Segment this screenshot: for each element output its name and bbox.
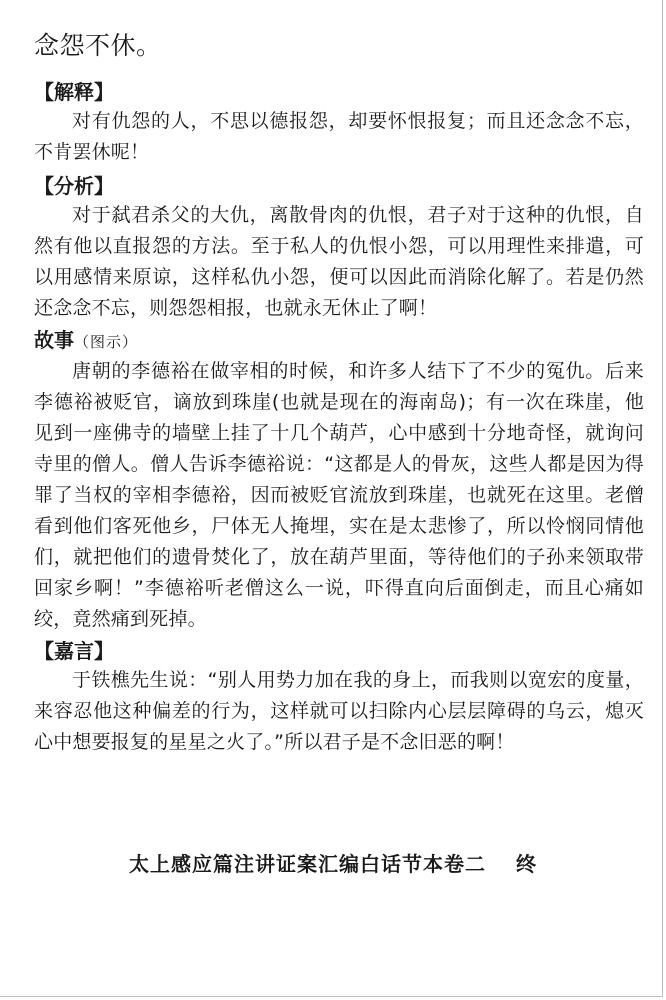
story-heading xyxy=(34,326,644,356)
maxim-text: 于铁樵先生说：“别人用势力加在我的身上，而我则以宽宏的度量，来容忍他这种偏差的行为，这样就可以扫除内心层层障碍的乌云，熄灭心中想要报复的星星之火了。”所以君子是不念旧恶的啊！ xyxy=(34,669,644,753)
analysis-text: 对于弑君杀父的大仇，离散骨肉的仇恨，君子对于这种的仇恨，自然有他以直报怨的方法。至于私人的仇恨小怨，可以用理性来排遣，可以用感情来原谅，这样私仇小怨，便可以因此而消除化解了。若是仍然还念念不忘，则怨怨相报，也就永无休止了啊！ xyxy=(34,204,644,319)
end-mark: 终 xyxy=(516,852,537,876)
story-text: 唐朝的李德裕在做宰相的时候，和许多人结下了不少的冤仇。后来李德裕被贬官，谪放到珠崖(也就是现在的海南岛)；有一次在珠崖，他见到一座佛寺的墙壁上挂了十几个葫芦，心中感到十分地奇怪，就询问寺里的僧人。僧人告诉李德裕说：“这都是人的骨灰，这些人都是因为得罪了当权的宰相李德裕，因而被贬官流放到珠崖，也就死在这里。老僧看到他们客死他乡，尸体无人掩埋，实在是太悲惨了，所以怜悯同情他们，就把他们的遗骨焚化了，放在葫芦里面，等待他们的子孙来领取带回家乡啊！”李德裕听老僧这么一说，吓得直向后面倒走，而且心痛如绞，竟然痛到死掉。 xyxy=(34,360,644,630)
verse-line: 念怨不休。 xyxy=(34,31,162,60)
story-heading-label: 故事 xyxy=(34,328,74,352)
book-title: 太上感应篇注讲证案汇编白话节本卷二 xyxy=(129,852,486,876)
explanation-heading: 【解释】 xyxy=(34,80,114,104)
explanation-text: 对有仇怨的人，不思以德报怨，却要怀恨报复；而且还念念不忘，不肯罢休呢！ xyxy=(34,110,644,163)
story-heading-note: （图示） xyxy=(74,333,139,351)
maxim-heading: 【嘉言】 xyxy=(34,639,114,663)
volume-end-line xyxy=(0,848,666,877)
analysis-heading: 【分析】 xyxy=(34,174,114,198)
document-body xyxy=(34,28,644,760)
